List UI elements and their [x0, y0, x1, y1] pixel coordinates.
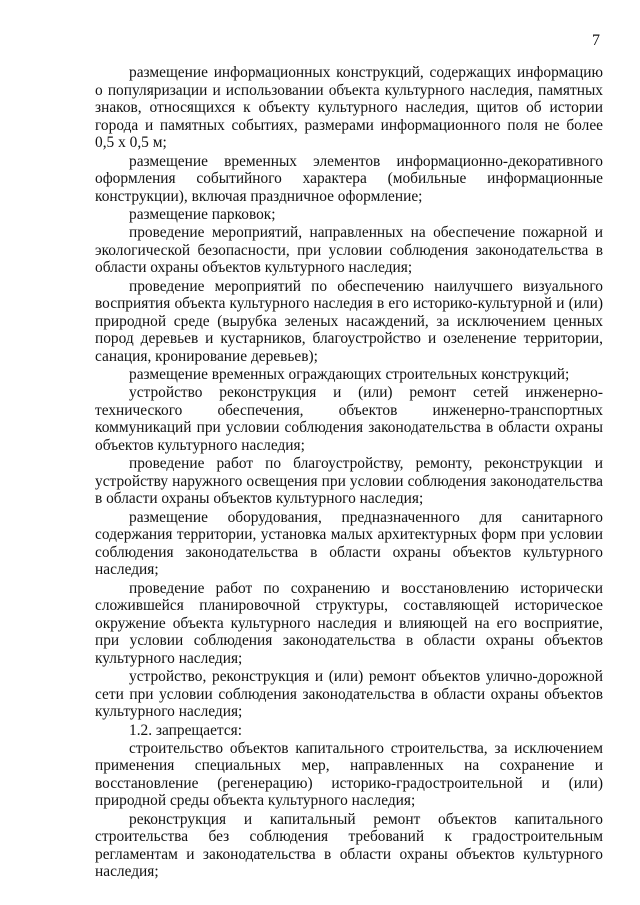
paragraph: устройство, реконструкция и (или) ремонт объектов улично-дорожной сети при условии соблюдения законодательства в области охраны объектов культурного наследия;	[95, 668, 603, 721]
paragraph: проведение мероприятий, направленных на обеспечение пожарной и экологической безопасности, при условии соблюдения законодательства в области охраны объектов культурного наследия;	[95, 224, 603, 277]
paragraph: размещение временных ограждающих строительных конструкций;	[129, 366, 570, 384]
paragraph: проведение мероприятий по обеспечению наилучшего визуального восприятия объекта культурного наследия в его историко-культурной и (или) природной среде (вырубка зеленых насаждений, за исключением ценных пород деревьев и кустарников, благоустройство и озеленение территории, санация, кронирование деревьев);	[95, 277, 603, 365]
paragraph: размещение временных элементов информационно-декоративного оформления событийного характера (мобильные информационные конструкции), включая праздничное оформление;	[95, 152, 603, 205]
paragraph: размещение информационных конструкций, содержащих информацию о популяризации и использовании объекта культурного наследия, памятных знаков, относящихся к объекту культурного наследия, щитов об истории города и памятных событиях, размерами информационного поля не более 0,5 х 0,5 м;	[95, 64, 603, 152]
paragraph: размещение парковок;	[129, 205, 276, 223]
page-number: 7	[592, 32, 600, 49]
paragraph: устройство реконструкция и (или) ремонт сетей инженерно-технического обеспечения, объектов инженерно-транспортных коммуникаций при условии соблюдения законодательства в области охраны объектов культурного наследия;	[95, 384, 603, 455]
paragraph: проведение работ по благоустройству, ремонту, реконструкции и устройству наружного освещения при условии соблюдения законодательства в области охраны объектов культурного наследия;	[95, 455, 603, 508]
document-body	[95, 64, 603, 882]
paragraph: реконструкция и капитальный ремонт объектов капитального строительства без соблюдения требований к градостроительным регламентам и законодательства в области охраны объектов культурного наследия;	[95, 810, 603, 881]
paragraph: проведение работ по сохранению и восстановлению исторически сложившейся планировочной структуры, составляющей историческое окружение объекта культурного наследия и влияющей на его восприятие, при условии соблюдения законодательства в области охраны объектов культурного наследия;	[95, 579, 603, 667]
paragraph: размещение оборудования, предназначенного для санитарного содержания территории, установка малых архитектурных форм при условии соблюдения законодательства в области охраны объектов культурного наследия;	[95, 508, 603, 579]
section-heading: 1.2. запрещается:	[129, 721, 243, 739]
paragraph: строительство объектов капитального строительства, за исключением применения специальных мер, направленных на сохранение и восстановление (регенерацию) историко-градостроительной и (или) природной среды объекта культурного наследия;	[95, 739, 603, 810]
